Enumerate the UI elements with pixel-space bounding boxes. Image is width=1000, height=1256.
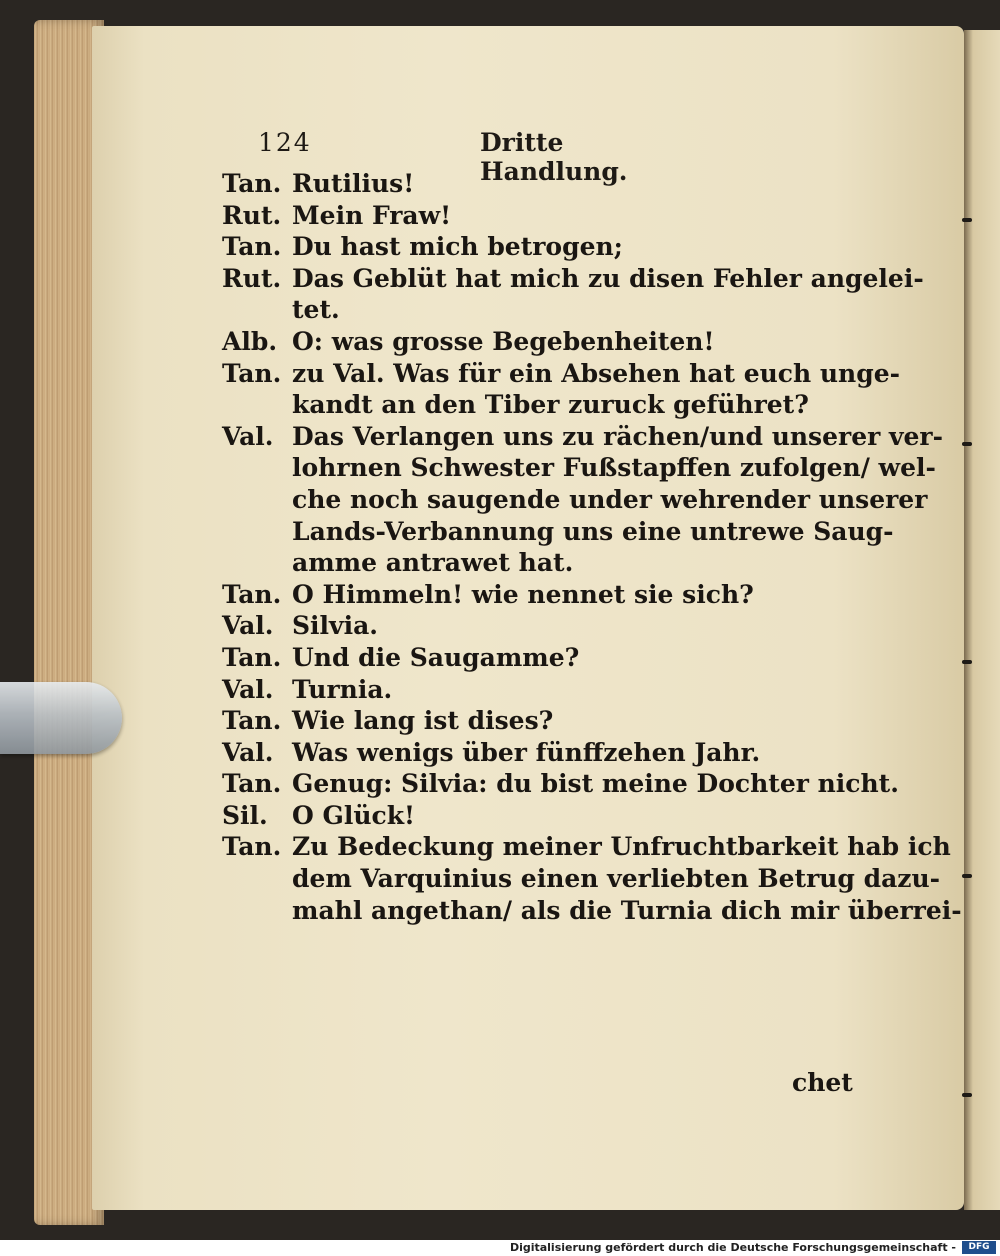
text-line (222, 547, 892, 579)
line-text: mahl angethan/ als die Turnia dich mir überrei- (292, 895, 962, 925)
line-text: Rutilius! (292, 169, 415, 198)
speaker-label: Sil. (222, 800, 268, 830)
speaker-label: Tan. (222, 706, 282, 736)
page-number: 124 (258, 128, 312, 157)
text-line (222, 610, 892, 642)
binding-stitch (962, 874, 972, 878)
speaker-label: Alb. (222, 326, 278, 356)
binding-stitch (962, 442, 972, 446)
line-text: Wie lang ist dises? (292, 706, 554, 736)
line-text: Das Geblüt hat mich zu disen Fehler angelei- (292, 263, 924, 293)
speaker-label: Tan. (222, 579, 282, 609)
line-text: Was wenigs über fünffzehen Jahr. (292, 737, 761, 767)
running-head: Dritte Handlung. (480, 128, 628, 186)
funding-credit: Digitalisierung gefördert durch die Deutsche Forschungsgemeinschaft - (509, 1241, 956, 1254)
speaker-label: Tan. (222, 169, 282, 198)
speaker-label: Rut. (222, 200, 282, 230)
text-line (222, 737, 892, 769)
speaker-label: Tan. (222, 232, 282, 262)
text-line (222, 642, 892, 674)
line-text: O: was grosse Begebenheiten! (292, 326, 715, 356)
bookmark-tab (0, 682, 122, 754)
speaker-label: Val. (222, 737, 274, 767)
text-line (222, 263, 924, 295)
line-text: Lands-Verbannung uns eine untrewe Saug- (292, 516, 894, 546)
line-text: O Himmeln! wie nennet sie sich? (292, 579, 754, 609)
catchword: chet (792, 1068, 853, 1097)
line-text: O Glück! (292, 800, 416, 830)
footer-bar (0, 1240, 1000, 1256)
line-text: lohrnen Schwester Fußstapffen zufolgen/ wel- (292, 453, 936, 483)
text-line (222, 294, 892, 326)
dialogue-text (222, 168, 962, 926)
text-line (222, 768, 899, 800)
text-line (222, 705, 892, 737)
speaker-label: Tan. (222, 832, 282, 862)
speaker-label: Val. (222, 674, 274, 704)
text-line (222, 358, 900, 390)
line-text: che noch saugende under wehrender unserer (292, 484, 928, 514)
line-text: amme antrawet hat. (292, 548, 574, 578)
speaker-label: Val. (222, 611, 274, 641)
line-text: Silvia. (292, 611, 378, 641)
line-text: dem Varquinius einen verliebten Betrug dazu- (292, 864, 941, 894)
text-line (222, 452, 936, 484)
text-line (222, 484, 928, 516)
line-text: kandt an den Tiber zuruck geführet? (292, 390, 809, 420)
binding-stitch (962, 660, 972, 664)
dfg-logo: DFG (962, 1241, 996, 1254)
line-text: Und die Saugamme? (292, 642, 580, 672)
text-line (222, 231, 892, 263)
line-text: Zu Bedeckung meiner Unfruchtbarkeit hab ich (292, 832, 951, 862)
speaker-label: Rut. (222, 263, 282, 293)
text-line (222, 168, 892, 200)
text-line (222, 895, 962, 927)
line-text: Das Verlangen uns zu rächen/und unserer ver- (292, 421, 943, 451)
line-text: Du hast mich betrogen; (292, 232, 623, 262)
line-text: Mein Fraw! (292, 200, 452, 230)
speaker-label: Val. (222, 421, 274, 451)
speaker-label: Tan. (222, 358, 282, 388)
text-line (222, 579, 892, 611)
text-line (222, 674, 892, 706)
text-line (222, 863, 941, 895)
line-text: Turnia. (292, 674, 393, 704)
speaker-label: Tan. (222, 642, 282, 672)
facing-page (964, 30, 1000, 1210)
line-text: tet. (292, 295, 340, 325)
speaker-label: Tan. (222, 769, 282, 799)
binding-stitch (962, 218, 972, 222)
binding-stitch (962, 1093, 972, 1097)
text-line (222, 421, 943, 453)
line-text: zu Val. Was für ein Absehen hat euch unge- (292, 358, 900, 388)
text-line (222, 389, 892, 421)
text-line (222, 200, 892, 232)
text-line (222, 800, 892, 832)
text-line (222, 831, 951, 863)
text-line (222, 326, 892, 358)
line-text: Genug: Silvia: du bist meine Dochter nicht. (292, 769, 899, 799)
text-line (222, 516, 892, 548)
